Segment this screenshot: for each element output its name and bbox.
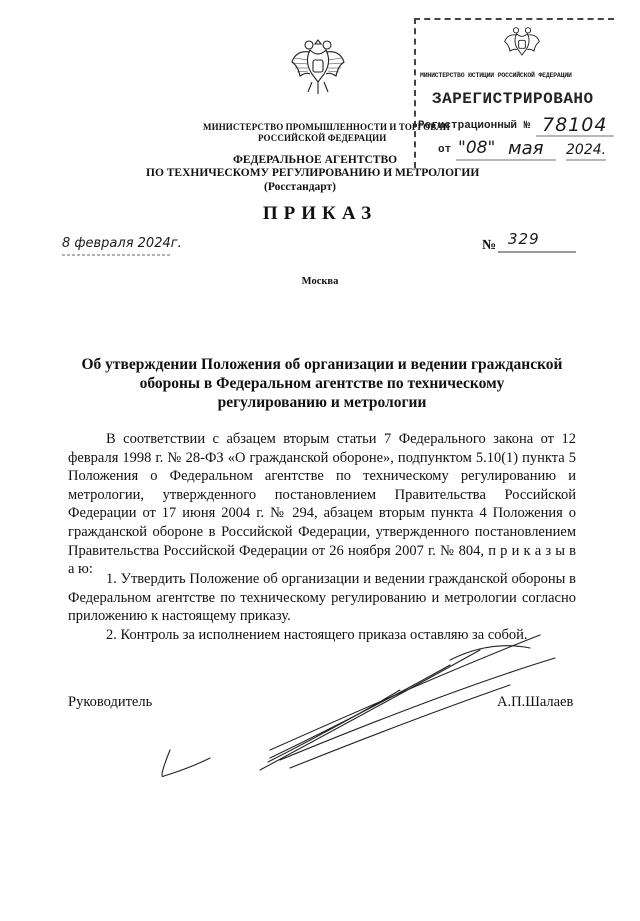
ministry-line-1: МИНИСТЕРСТВО ПРОМЫШЛЕННОСТИ И ТОРГОВЛИ [203, 122, 450, 132]
registration-stamp [414, 18, 614, 168]
city: Москва [301, 276, 339, 287]
agency-line-1: ФЕДЕРАЛЬНОЕ АГЕНТСТВО [233, 154, 398, 166]
stamp-date-prefix: от [438, 144, 452, 156]
preamble-text: В соответствии с абзацем вторым статьи 7 Федерального закона от 12 февраля 1998 г. № 28-ФЗ «О гражданской обороне», подпунктом 5.10(1) пункта 5 Положения о Федеральном агентстве по техническому регулированию и метрологии, утвержденного постановлением Правительства Российской Федерации от 17 июня 2004 г. № 294, абзацем вторым пункта 4 Положения о гражданской обороне в Российской Федерации, утвержденного постановлением Правительства Российской Федерации от 26 ноября 2007 г. № 804, [68, 431, 576, 559]
body-item-2: 2. Контроль за исполнением настоящего приказа оставляю за собой. [106, 627, 528, 643]
stamp-date-day: "08" [458, 138, 496, 158]
ministry-line-2: РОССИЙСКОЙ ФЕДЕРАЦИИ [258, 133, 387, 143]
stamp-registered: ЗАРЕГИСТРИРОВАНО [432, 90, 594, 108]
stamp-underlines [416, 20, 614, 168]
order-title-line-1: Об утверждении Положения об организации и ведении гражданской [81, 356, 563, 373]
agency-line-2: ПО ТЕХНИЧЕСКОМУ РЕГУЛИРОВАНИЮ И МЕТРОЛОГИИ [146, 167, 480, 179]
agency-short: (Росстандарт) [264, 181, 336, 193]
order-word: п р и к а з ы в а ю: [68, 542, 576, 578]
stamp-reg-number: 78104 [542, 114, 608, 136]
body-item-1: 1. Утвердить Положение об организации и ведении гражданской обороны в Федеральном агентстве по техническому регулированию и метрологии согласно приложению к настоящему приказу. [68, 571, 576, 625]
stamp-date-month: мая [508, 138, 544, 159]
number-underline [498, 251, 576, 254]
order-number: 329 [508, 230, 540, 248]
date-underline [62, 254, 172, 257]
handwritten-signature [150, 630, 580, 790]
order-title-line-2: обороны в Федеральном агентстве по техническому [139, 375, 505, 392]
order-number-label: № [482, 238, 497, 253]
order-date: 8 февраля 2024г. [62, 236, 182, 251]
stamp-reg-label: Регистрационный № [418, 120, 531, 132]
coat-of-arms-icon [288, 36, 348, 98]
order-title-line-3: регулированию и метрологии [217, 394, 427, 411]
stamp-date-year: 2024. [566, 142, 607, 158]
signature-name: А.П.Шалаев [497, 694, 574, 710]
body-preamble [68, 430, 576, 579]
document-type: ПРИКАЗ [262, 203, 378, 224]
signature-position: Руководитель [68, 694, 153, 710]
stamp-ministry: МИНИСТЕРСТВО ЮСТИЦИИ РОССИЙСКОЙ ФЕДЕРАЦИИ [420, 72, 572, 79]
